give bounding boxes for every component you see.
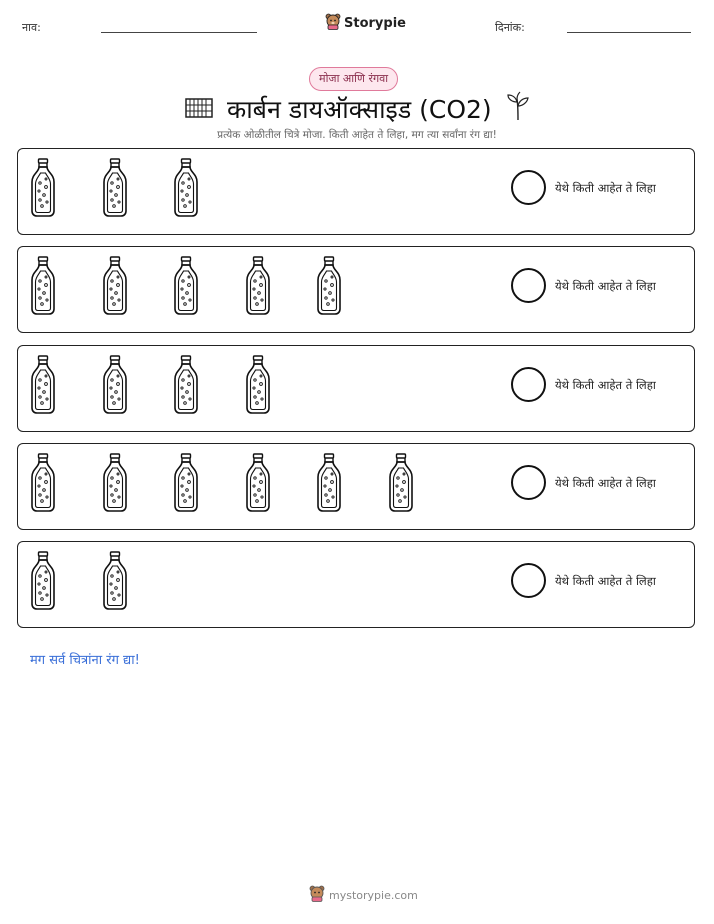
soda-bottle-icon[interactable] <box>100 158 130 218</box>
soda-bottle-icon[interactable] <box>243 453 273 513</box>
grid-icon <box>185 95 213 124</box>
soda-bottle-icon[interactable] <box>28 551 58 611</box>
bear-mascot-icon <box>309 885 325 905</box>
counting-row <box>17 148 695 235</box>
page-title-wrap <box>185 91 530 127</box>
counting-row <box>17 246 695 333</box>
soda-bottle-icon[interactable] <box>314 256 344 316</box>
counting-row <box>17 541 695 628</box>
sprout-icon <box>506 91 530 127</box>
answer-circle[interactable] <box>511 367 546 402</box>
name-field-line[interactable] <box>101 32 257 33</box>
answer-circle[interactable] <box>511 268 546 303</box>
bear-mascot-icon <box>325 13 341 34</box>
soda-bottle-icon[interactable] <box>243 355 273 415</box>
soda-bottle-icon[interactable] <box>28 256 58 316</box>
soda-bottle-icon[interactable] <box>100 355 130 415</box>
answer-hint: येथे किती आहेत ते लिहा <box>555 181 656 195</box>
answer-circle[interactable] <box>511 563 546 598</box>
site-url: mystorypie.com <box>329 888 418 902</box>
brand-name: Storypie <box>344 16 406 31</box>
soda-bottle-icon[interactable] <box>171 158 201 218</box>
soda-bottle-icon[interactable] <box>28 453 58 513</box>
soda-bottle-icon[interactable] <box>314 453 344 513</box>
answer-hint: येथे किती आहेत ते लिहा <box>555 475 656 490</box>
site-footer <box>309 885 418 905</box>
soda-bottle-icon[interactable] <box>100 551 130 611</box>
soda-bottle-icon[interactable] <box>100 256 130 316</box>
soda-bottle-icon[interactable] <box>171 453 201 513</box>
soda-bottle-icon[interactable] <box>100 453 130 513</box>
soda-bottle-icon[interactable] <box>386 453 416 513</box>
soda-bottle-icon[interactable] <box>243 256 273 316</box>
answer-circle[interactable] <box>511 465 546 500</box>
soda-bottle-icon[interactable] <box>171 256 201 316</box>
soda-bottle-icon[interactable] <box>28 158 58 218</box>
footer-note: मग सर्व चित्रांना रंग द्या! <box>30 653 140 668</box>
counting-row <box>17 443 695 530</box>
brand-logo <box>325 13 406 34</box>
answer-circle[interactable] <box>511 170 546 205</box>
answer-hint: येथे किती आहेत ते लिहा <box>555 574 656 589</box>
activity-badge: मोजा आणि रंगवा <box>309 67 398 91</box>
date-field-line[interactable] <box>567 32 691 33</box>
name-label: नाव: <box>22 21 41 34</box>
page-title: कार्बन डायऑक्साइड (CO2) <box>227 95 492 124</box>
answer-hint: येथे किती आहेत ते लिहा <box>555 279 656 294</box>
instructions: प्रत्येक ओळीतील चित्रे मोजा. किती आहेत ते लिहा, मग त्या सर्वांना रंग द्या! <box>217 129 497 141</box>
soda-bottle-icon[interactable] <box>171 355 201 415</box>
soda-bottle-icon[interactable] <box>28 355 58 415</box>
date-label: दिनांक: <box>495 21 525 34</box>
counting-row <box>17 345 695 432</box>
answer-hint: येथे किती आहेत ते लिहा <box>555 377 656 392</box>
